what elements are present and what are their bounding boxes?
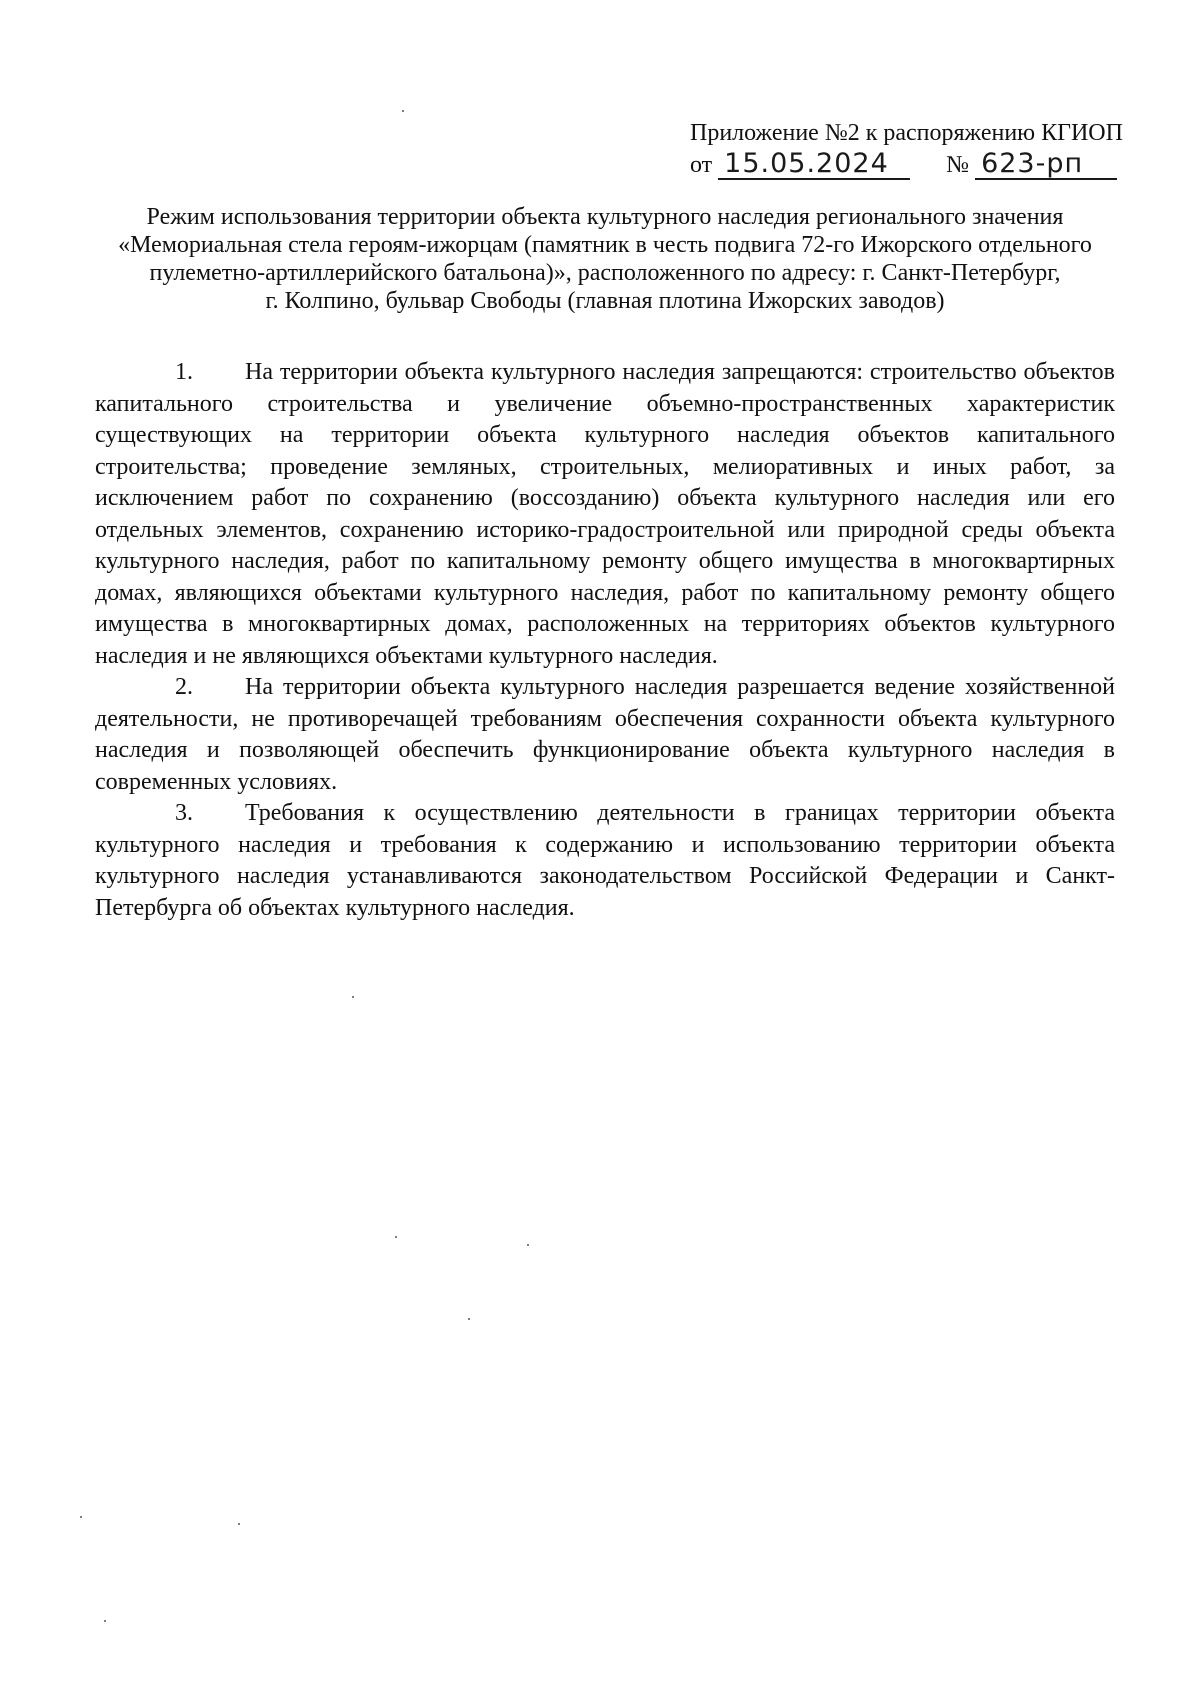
paragraph-1 [95,357,1115,672]
paragraph-text: На территории объекта культурного наследия разрешается ведение хозяйственной деятельности, не противоречащей требованиям обеспечения сохранности объекта культурного наследия и позволяющей обеспечить функционирование объекта культурного наследия в современных условиях. [95,674,1115,795]
scan-speck [80,1516,82,1518]
appendix-title: Приложение №2 к распоряжению КГИОП [690,120,1123,146]
paragraph-text: На территории объекта культурного наследия запрещаются: строительство объектов капитального строительства и увеличение объемно-пространственных характеристик существующих на территории объекта культурного наследия объектов капитального строительства; проведение земляных, строительных, мелиоративных и иных работ, за исключением работ по сохранению (воссозданию) объекта культурного наследия или его отдельных элементов, сохранению историко-градостроительной или природной среды объекта культурного наследия, работ по капитальному ремонту общего имущества в многоквартирных домах, являющихся объектами культурного наследия, работ по капитальному ремонту общего имущества в многоквартирных домах, расположенных на территориях объектов культурного наследия и не являющихся объектами культурного наследия. [95,359,1115,669]
handwritten-number: 623-рп [975,150,1117,180]
scan-speck [395,1236,397,1238]
appendix-header [690,118,1150,180]
scan-speck [527,1244,529,1246]
paragraph-number: 2. [175,674,193,700]
title-line: г. Колпино, бульвар Свободы (главная плотина Ижорских заводов) [265,288,945,314]
scan-speck [238,1523,240,1525]
scan-speck [104,1620,106,1622]
scan-speck [352,996,354,998]
document-title [95,203,1115,315]
paragraph-2 [95,672,1115,798]
document-body [95,357,1115,924]
title-line: пулеметно-артиллерийского батальона)», расположенного по адресу: г. Санкт-Петербург, [149,260,1061,286]
title-line: «Мемориальная стела героям-ижорцам (памятник в честь подвига 72-го Ижорского отдельного [118,232,1092,258]
paragraph-number: 1. [175,359,193,385]
paragraph-number: 3. [175,800,193,826]
scan-speck [402,110,404,112]
paragraph-text: Требования к осуществлению деятельности в границах территории объекта культурного наследия и требования к содержанию и использованию территории объекта культурного наследия устанавливаются законодательством Российской Федерации и Санкт-Петербурга об объектах культурного наследия. [95,800,1115,921]
title-line: Режим использования территории объекта культурного наследия регионального значения [146,204,1064,230]
paragraph-3 [95,798,1115,924]
handwritten-date: 15.05.2024 [718,150,910,180]
number-label: № [946,152,970,178]
appendix-date-number-line [690,150,1150,180]
scan-speck [468,1318,470,1320]
from-label: от [690,152,713,178]
